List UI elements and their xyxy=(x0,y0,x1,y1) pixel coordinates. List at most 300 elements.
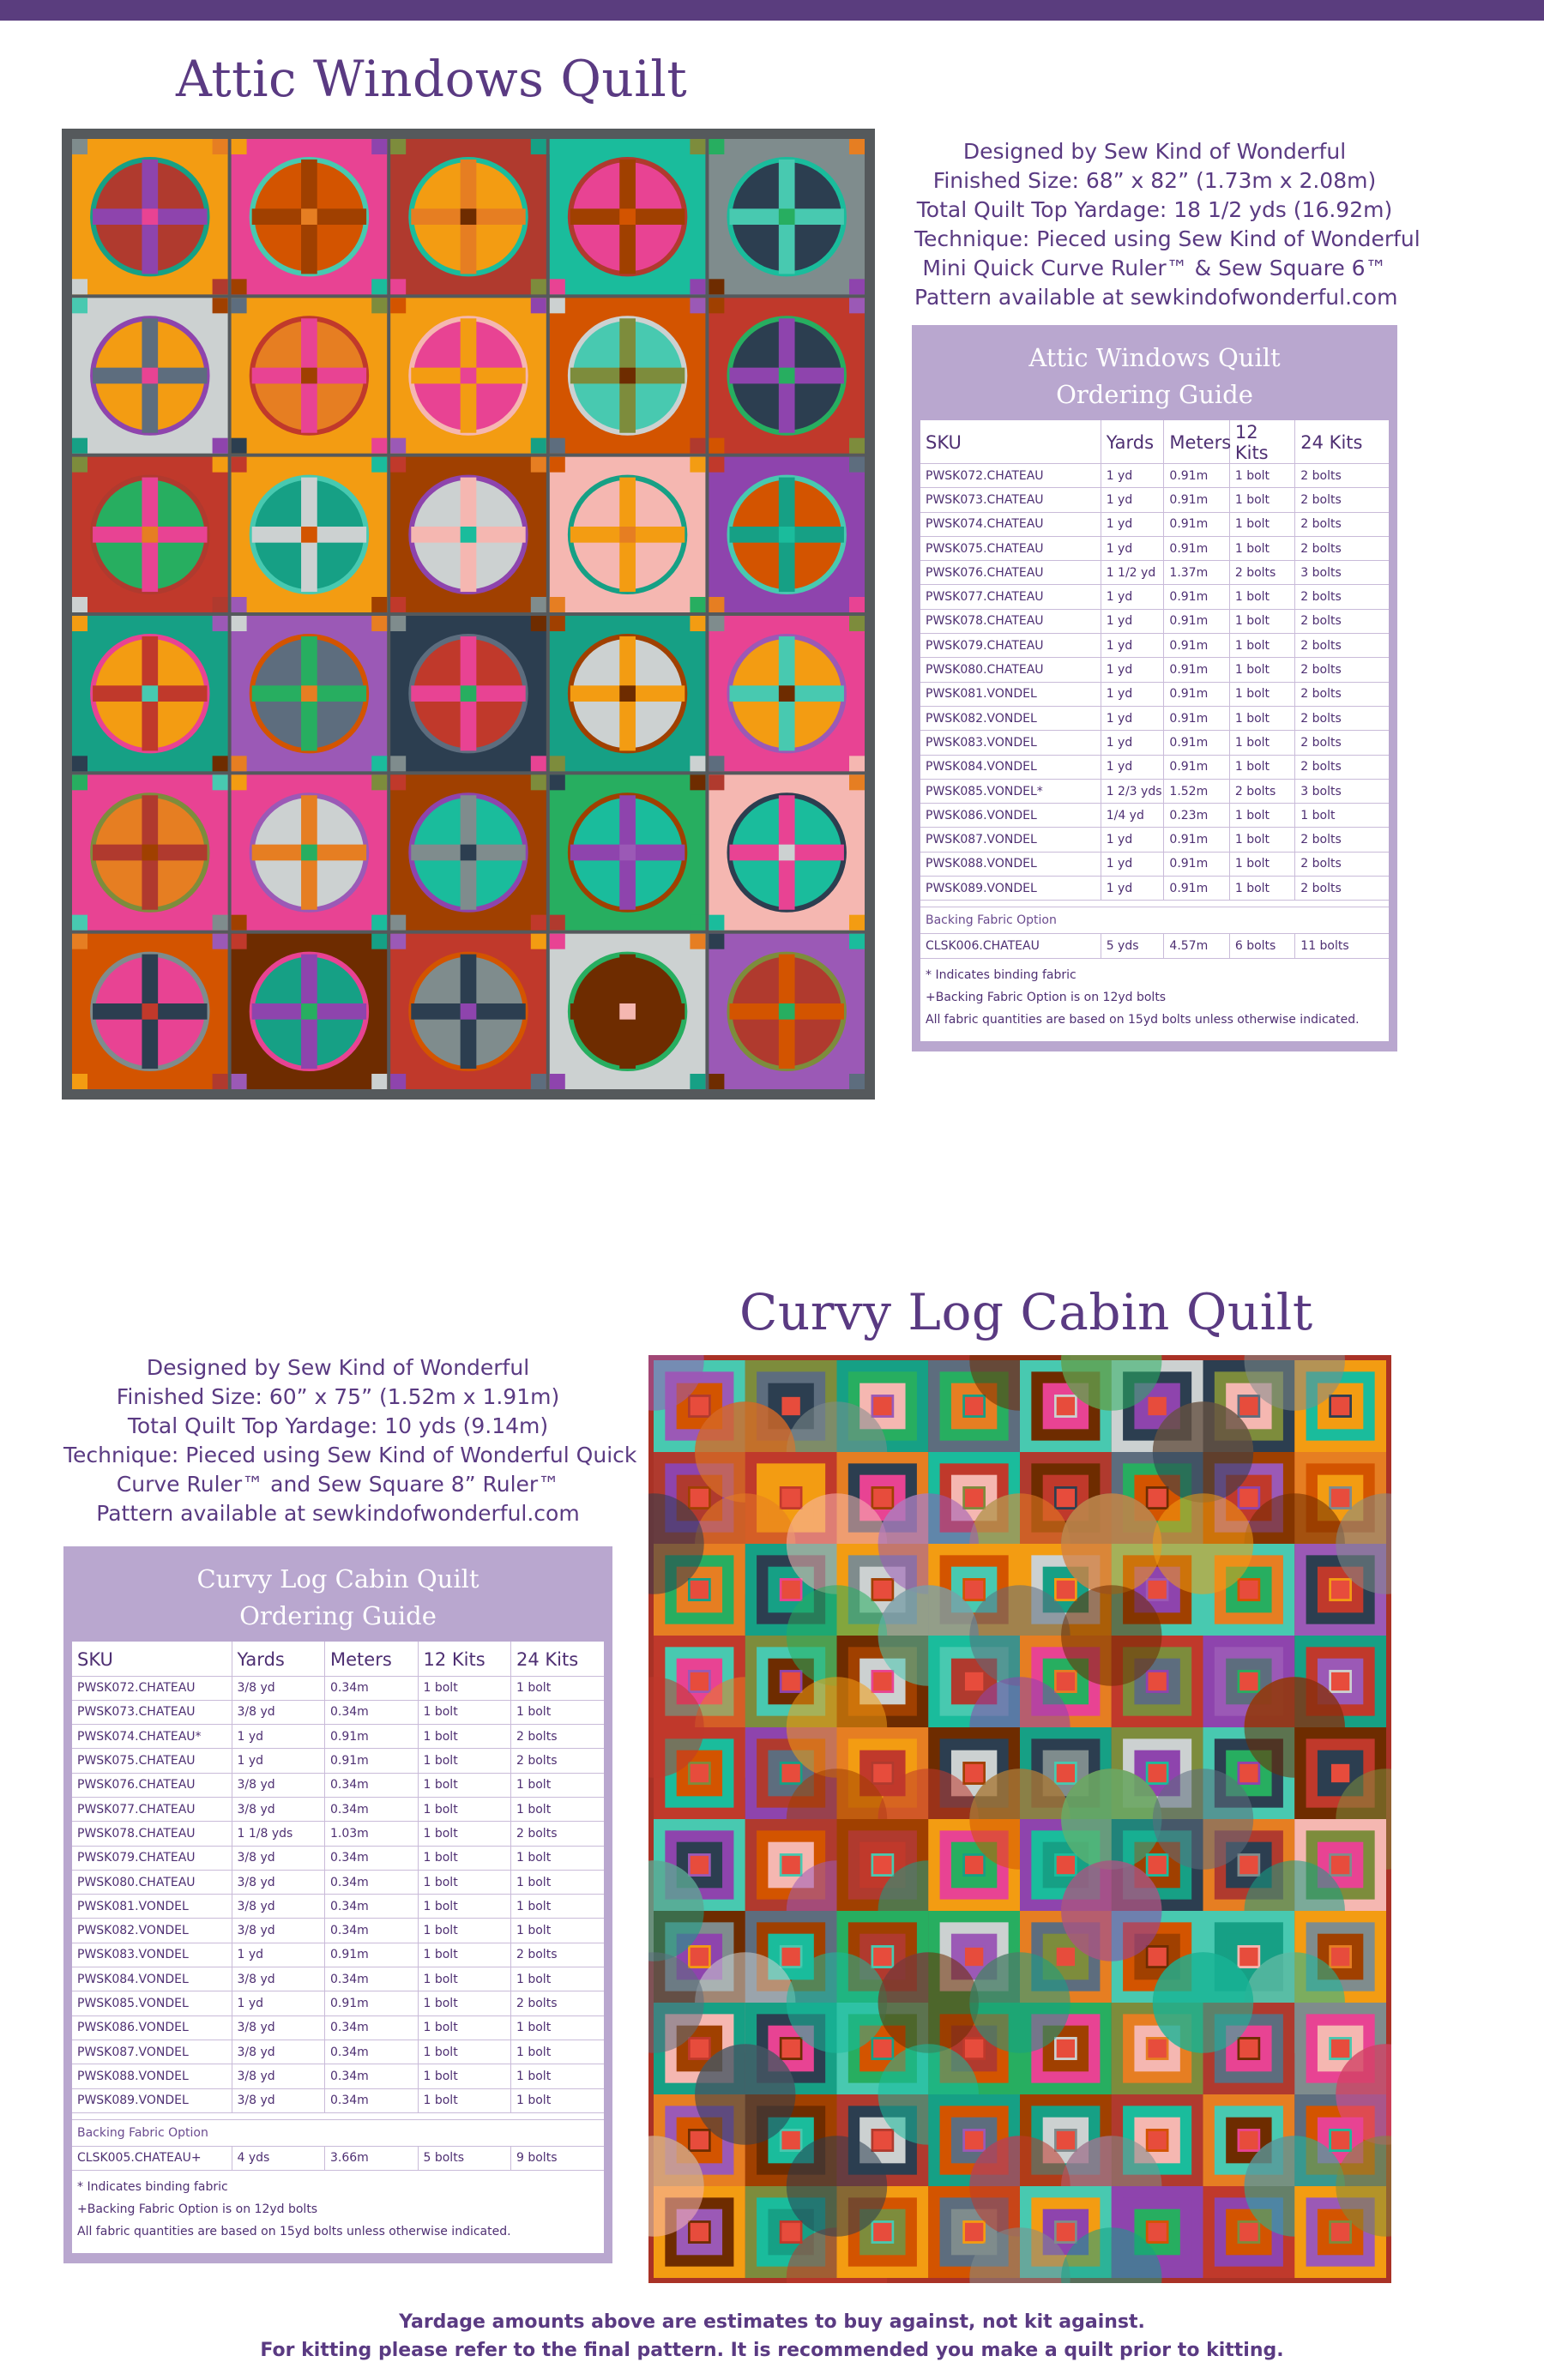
quilt-block xyxy=(390,298,546,453)
table-cell: PWSK072.CHATEAU xyxy=(920,464,1101,488)
table-cell: 2 bolts xyxy=(1295,609,1389,633)
quilt-block xyxy=(550,774,706,930)
table-cell: 1 bolt xyxy=(1229,488,1294,512)
spacer-row xyxy=(920,901,1389,907)
table-row xyxy=(920,731,1389,755)
col-header-sku: SKU xyxy=(920,420,1101,464)
table-cell: 1 bolt xyxy=(1229,828,1294,852)
table-cell: 0.34m xyxy=(325,1919,419,1943)
table-cell: 1 yd xyxy=(1101,755,1164,779)
table-cell: 2 bolts xyxy=(1295,488,1389,512)
table-cell: 0.91m xyxy=(1164,609,1229,633)
quilt-block xyxy=(72,298,228,453)
table-cell: 1 bolt xyxy=(511,1967,605,1991)
attic-info-line: Mini Quick Curve Ruler™ & Sew Square 6™ xyxy=(922,256,1387,280)
table-cell: 1 bolt xyxy=(418,1773,511,1797)
table-cell: 1 2/3 yds xyxy=(1101,779,1164,803)
table-cell: 0.91m xyxy=(325,1991,419,2015)
table-cell: CLSK006.CHATEAU xyxy=(920,934,1101,958)
table-cell: PWSK088.VONDEL xyxy=(920,852,1101,876)
table-cell: 3/8 yd xyxy=(232,2064,325,2088)
attic-info-line: Total Quilt Top Yardage: 18 1/2 yds (16.92m) xyxy=(916,197,1393,222)
quilt-block xyxy=(709,774,865,930)
table-cell: 1 1/8 yds xyxy=(232,1822,325,1846)
guide-title-line: Curvy Log Cabin Quilt xyxy=(196,1564,479,1594)
table-cell: 3/8 yd xyxy=(232,1773,325,1797)
table-cell: 0.34m xyxy=(325,1846,419,1870)
col-header-sku: SKU xyxy=(72,1642,232,1676)
table-cell: 2 bolts xyxy=(511,1991,605,2015)
table-cell: 1 bolt xyxy=(1229,658,1294,682)
note-line: All fabric quantities are based on 15yd bolts unless otherwise indicated. xyxy=(926,1012,1360,1027)
table-cell: 2 bolts xyxy=(511,1725,605,1749)
table-cell: 9 bolts xyxy=(511,2146,605,2170)
table-cell: PWSK087.VONDEL xyxy=(72,2040,232,2064)
table-cell: PWSK086.VONDEL xyxy=(72,2015,232,2040)
table-cell: 1/4 yd xyxy=(1101,804,1164,828)
table-cell: 0.91m xyxy=(325,1725,419,1749)
curvy-notes xyxy=(72,2171,604,2253)
table-cell: 1.37m xyxy=(1164,561,1229,585)
table-row xyxy=(72,1919,604,1943)
table-cell: 0.34m xyxy=(325,1967,419,1991)
table-cell: PWSK087.VONDEL xyxy=(920,828,1101,852)
table-cell: 1 1/2 yd xyxy=(1101,561,1164,585)
table-row xyxy=(920,658,1389,682)
attic-windows-quilt-image xyxy=(62,129,875,1100)
table-cell: 1 bolt xyxy=(418,1967,511,1991)
table-cell: PWSK073.CHATEAU xyxy=(72,1700,232,1724)
table-cell: PWSK085.VONDEL xyxy=(72,1991,232,2015)
col-header-24-kits: 24 Kits xyxy=(1295,420,1389,464)
quilt-block xyxy=(72,774,228,930)
table-row xyxy=(920,464,1389,488)
quilt-block xyxy=(550,298,706,453)
curvy-info-line: Curve Ruler™ and Sew Square 8” Ruler™ xyxy=(116,1472,560,1497)
curvy-info-line: Finished Size: 60” x 75” (1.52m x 1.91m) xyxy=(116,1384,560,1409)
curvy-log-cabin-quilt-image xyxy=(648,1355,1391,2283)
table-row xyxy=(920,634,1389,658)
table-cell: PWSK076.CHATEAU xyxy=(72,1773,232,1797)
table-row xyxy=(920,561,1389,585)
table-cell: 1 bolt xyxy=(1229,755,1294,779)
attic-info xyxy=(914,137,1420,312)
table-cell: 2 bolts xyxy=(1295,731,1389,755)
table-cell: 2 bolts xyxy=(1295,755,1389,779)
table-cell: 3/8 yd xyxy=(232,1797,325,1821)
table-cell: PWSK076.CHATEAU xyxy=(920,561,1101,585)
quilt-block xyxy=(390,934,546,1089)
table-row xyxy=(72,1895,604,1919)
table-cell: 1 bolt xyxy=(1229,877,1294,901)
table-cell: 1 yd xyxy=(1101,877,1164,901)
table-row xyxy=(72,2040,604,2064)
table-cell: 1 bolt xyxy=(418,1870,511,1894)
curvy-guide-title xyxy=(72,1556,604,1642)
table-cell: 1 yd xyxy=(1101,852,1164,876)
table-cell: 1 bolt xyxy=(418,1700,511,1724)
table-row xyxy=(920,877,1389,901)
table-cell: 0.91m xyxy=(1164,731,1229,755)
table-cell: 1.03m xyxy=(325,1822,419,1846)
table-row xyxy=(72,1846,604,1870)
table-cell: 3/8 yd xyxy=(232,1870,325,1894)
table-cell: 1.52m xyxy=(1164,779,1229,803)
table-row xyxy=(72,1822,604,1846)
table-cell: 1 bolt xyxy=(418,1797,511,1821)
table-cell: 1 bolt xyxy=(1229,682,1294,706)
table-cell: 1 yd xyxy=(1101,682,1164,706)
table-cell: 0.91m xyxy=(1164,658,1229,682)
table-cell: PWSK072.CHATEAU xyxy=(72,1676,232,1700)
table-cell: PWSK075.CHATEAU xyxy=(920,536,1101,560)
table-cell: 1 yd xyxy=(1101,609,1164,633)
table-row xyxy=(920,755,1389,779)
quilt-block xyxy=(709,139,865,294)
col-header-12-kits: 12 Kits xyxy=(418,1642,511,1676)
table-cell: 0.34m xyxy=(325,2040,419,2064)
table-cell: PWSK075.CHATEAU xyxy=(72,1749,232,1773)
table-cell: 2 bolts xyxy=(1295,852,1389,876)
table-cell: 0.91m xyxy=(1164,828,1229,852)
table-cell: 1 bolt xyxy=(511,2015,605,2040)
table-cell: 1 yd xyxy=(1101,512,1164,536)
backing-row xyxy=(920,934,1389,958)
table-cell: 3 bolts xyxy=(1295,779,1389,803)
table-cell: 3/8 yd xyxy=(232,1676,325,1700)
table-cell: 1 yd xyxy=(1101,536,1164,560)
table-cell: 0.91m xyxy=(1164,852,1229,876)
table-row xyxy=(72,1943,604,1967)
table-cell: 0.91m xyxy=(1164,682,1229,706)
table-cell: 1 yd xyxy=(232,1749,325,1773)
col-header-24-kits: 24 Kits xyxy=(511,1642,605,1676)
top-brand-bar xyxy=(0,0,1544,21)
quilt-block xyxy=(390,457,546,612)
table-row xyxy=(72,1725,604,1749)
table-cell: 1 bolt xyxy=(511,1773,605,1797)
table-cell: 1 yd xyxy=(232,1943,325,1967)
table-cell: 0.34m xyxy=(325,1676,419,1700)
table-cell: 2 bolts xyxy=(1295,634,1389,658)
table-cell: 2 bolts xyxy=(1295,682,1389,706)
table-cell: PWSK074.CHATEAU* xyxy=(72,1725,232,1749)
table-cell: 2 bolts xyxy=(1229,561,1294,585)
backing-label-row xyxy=(72,2119,604,2146)
table-cell: 1 bolt xyxy=(1295,804,1389,828)
table-cell: 1 bolt xyxy=(418,1943,511,1967)
table-cell: 0.91m xyxy=(1164,536,1229,560)
table-cell: 1 bolt xyxy=(418,1991,511,2015)
table-cell: PWSK078.CHATEAU xyxy=(72,1822,232,1846)
table-cell: 3 bolts xyxy=(1295,561,1389,585)
table-row xyxy=(72,1991,604,2015)
curvy-info-line: Technique: Pieced using Sew Kind of Wonderful Quick xyxy=(63,1443,637,1467)
table-cell: 1 bolt xyxy=(511,2040,605,2064)
quilt-block xyxy=(390,139,546,294)
quilt-block xyxy=(709,934,865,1089)
quilt-block xyxy=(709,298,865,453)
table-cell: 2 bolts xyxy=(1295,828,1389,852)
table-cell: 1 bolt xyxy=(511,1895,605,1919)
col-header-12-kits: 12 Kits xyxy=(1229,420,1294,464)
attic-ordering-table xyxy=(920,420,1389,959)
table-cell: 1 bolt xyxy=(418,1895,511,1919)
table-cell: PWSK073.CHATEAU xyxy=(920,488,1101,512)
table-cell: 3/8 yd xyxy=(232,1700,325,1724)
table-cell: 1 bolt xyxy=(1229,536,1294,560)
table-row xyxy=(920,488,1389,512)
table-cell: 0.91m xyxy=(325,1943,419,1967)
attic-ordering-guide xyxy=(912,325,1397,1051)
table-cell: 2 bolts xyxy=(1295,536,1389,560)
backing-label: Backing Fabric Option xyxy=(920,907,1389,934)
table-cell: 1 bolt xyxy=(511,1870,605,1894)
table-row xyxy=(920,536,1389,560)
quilt-block xyxy=(550,934,706,1089)
table-cell: 3/8 yd xyxy=(232,2015,325,2040)
table-cell: 0.34m xyxy=(325,1895,419,1919)
table-cell: 3.66m xyxy=(325,2146,419,2170)
table-cell: PWSK083.VONDEL xyxy=(72,1943,232,1967)
attic-notes xyxy=(920,959,1389,1041)
table-cell: 1 bolt xyxy=(511,2064,605,2088)
table-row xyxy=(72,1870,604,1894)
table-row xyxy=(920,706,1389,730)
quilt-block xyxy=(550,457,706,612)
table-cell: 0.34m xyxy=(325,2064,419,2088)
footer-line: For kitting please refer to the final pattern. It is recommended you make a quilt prior to kitting. xyxy=(260,2340,1284,2361)
table-cell: 0.91m xyxy=(325,1749,419,1773)
guide-title-line: Ordering Guide xyxy=(1056,380,1253,409)
table-cell: 1 bolt xyxy=(1229,852,1294,876)
note-line: +Backing Fabric Option is on 12yd bolts xyxy=(926,990,1167,1004)
table-cell: PWSK083.VONDEL xyxy=(920,731,1101,755)
table-cell: PWSK077.CHATEAU xyxy=(72,1797,232,1821)
quilt-block xyxy=(390,616,546,771)
table-cell: PWSK080.CHATEAU xyxy=(920,658,1101,682)
table-row xyxy=(920,779,1389,803)
attic-info-line: Designed by Sew Kind of Wonderful xyxy=(962,139,1347,164)
note-line: +Backing Fabric Option is on 12yd bolts xyxy=(77,2202,318,2217)
curvy-info xyxy=(63,1353,637,1528)
table-cell: 0.91m xyxy=(1164,512,1229,536)
quilt-block xyxy=(232,298,388,453)
table-cell: 1 bolt xyxy=(418,1846,511,1870)
quilt-block xyxy=(72,457,228,612)
table-cell: 0.91m xyxy=(1164,634,1229,658)
table-cell: 1 bolt xyxy=(1229,512,1294,536)
table-cell: 5 yds xyxy=(1101,934,1164,958)
table-cell: 1 yd xyxy=(232,1725,325,1749)
backing-row xyxy=(72,2146,604,2170)
table-cell: PWSK085.VONDEL* xyxy=(920,779,1101,803)
quilt-block xyxy=(232,457,388,612)
table-cell: 2 bolts xyxy=(1295,464,1389,488)
table-cell: 1 bolt xyxy=(418,1822,511,1846)
table-cell: 1 bolt xyxy=(418,2064,511,2088)
table-cell: 2 bolts xyxy=(1295,706,1389,730)
table-cell: 2 bolts xyxy=(511,1822,605,1846)
table-cell: 2 bolts xyxy=(1295,658,1389,682)
table-cell: 2 bolts xyxy=(1295,877,1389,901)
table-cell: 1 bolt xyxy=(511,1919,605,1943)
curvy-info-line: Total Quilt Top Yardage: 10 yds (9.14m) xyxy=(127,1413,549,1438)
table-cell: 2 bolts xyxy=(511,1749,605,1773)
table-cell: 2 bolts xyxy=(1229,779,1294,803)
guide-title-line: Attic Windows Quilt xyxy=(1028,343,1281,372)
attic-guide-title xyxy=(920,334,1389,420)
attic-title: Attic Windows Quilt xyxy=(176,50,688,108)
col-header-yards: Yards xyxy=(232,1642,325,1676)
table-cell: 1 bolt xyxy=(1229,804,1294,828)
table-cell: 5 bolts xyxy=(418,2146,511,2170)
col-header-meters: Meters xyxy=(325,1642,419,1676)
quilt-block xyxy=(550,616,706,771)
table-cell: 1 bolt xyxy=(1229,731,1294,755)
note-line: All fabric quantities are based on 15yd bolts unless otherwise indicated. xyxy=(77,2225,511,2239)
table-cell: PWSK080.CHATEAU xyxy=(72,1870,232,1894)
table-cell: 1 bolt xyxy=(511,1797,605,1821)
table-cell: 0.34m xyxy=(325,2088,419,2112)
table-cell: PWSK074.CHATEAU xyxy=(920,512,1101,536)
table-row xyxy=(72,1967,604,1991)
spacer-row xyxy=(72,2112,604,2119)
quilt-block xyxy=(232,139,388,294)
table-row xyxy=(920,512,1389,536)
table-cell: 2 bolts xyxy=(1295,585,1389,609)
backing-label: Backing Fabric Option xyxy=(72,2119,604,2146)
curvy-title: Curvy Log Cabin Quilt xyxy=(739,1283,1313,1341)
table-cell: PWSK079.CHATEAU xyxy=(920,634,1101,658)
table-row xyxy=(72,1676,604,1700)
quilt-block xyxy=(709,457,865,612)
table-cell: 1 bolt xyxy=(1229,634,1294,658)
table-cell: 0.91m xyxy=(1164,464,1229,488)
table-row xyxy=(72,2088,604,2112)
note-line: * Indicates binding fabric xyxy=(926,967,1077,982)
curvy-ordering-guide xyxy=(63,1546,612,2263)
table-cell: PWSK081.VONDEL xyxy=(72,1895,232,1919)
table-cell: 1 yd xyxy=(1101,658,1164,682)
attic-info-line: Technique: Pieced using Sew Kind of Wonderful xyxy=(914,226,1420,251)
table-cell: 1 yd xyxy=(1101,828,1164,852)
table-cell: 0.34m xyxy=(325,2015,419,2040)
table-cell: PWSK078.CHATEAU xyxy=(920,609,1101,633)
table-cell: 1 bolt xyxy=(418,2088,511,2112)
table-cell: 0.34m xyxy=(325,1773,419,1797)
table-cell: 1 bolt xyxy=(1229,609,1294,633)
table-cell: 1 yd xyxy=(232,1991,325,2015)
table-row xyxy=(72,1773,604,1797)
table-cell: PWSK081.VONDEL xyxy=(920,682,1101,706)
table-cell: 1 yd xyxy=(1101,634,1164,658)
table-cell: PWSK079.CHATEAU xyxy=(72,1846,232,1870)
quilt-block xyxy=(390,774,546,930)
quilt-block xyxy=(72,616,228,771)
table-cell: PWSK077.CHATEAU xyxy=(920,585,1101,609)
table-cell: PWSK082.VONDEL xyxy=(920,706,1101,730)
table-row xyxy=(72,2064,604,2088)
table-cell: 2 bolts xyxy=(511,1943,605,1967)
table-cell: PWSK084.VONDEL xyxy=(920,755,1101,779)
curvy-info-line: Pattern available at sewkindofwonderful.com xyxy=(96,1501,580,1526)
curvy-ordering-table xyxy=(72,1642,604,2171)
table-cell: PWSK088.VONDEL xyxy=(72,2064,232,2088)
table-cell: PWSK084.VONDEL xyxy=(72,1967,232,1991)
table-cell: 3/8 yd xyxy=(232,1846,325,1870)
quilt-block xyxy=(232,934,388,1089)
table-cell: 1 bolt xyxy=(511,2088,605,2112)
table-cell: 0.91m xyxy=(1164,877,1229,901)
quilt-block xyxy=(232,616,388,771)
table-cell: 1 bolt xyxy=(418,2040,511,2064)
attic-info-line: Pattern available at sewkindofwonderful.com xyxy=(914,285,1398,310)
table-row xyxy=(920,852,1389,876)
table-cell: 3/8 yd xyxy=(232,2088,325,2112)
col-header-meters: Meters xyxy=(1164,420,1229,464)
table-cell: 2 bolts xyxy=(1295,512,1389,536)
table-row xyxy=(920,609,1389,633)
table-cell: 0.23m xyxy=(1164,804,1229,828)
table-cell: 0.34m xyxy=(325,1700,419,1724)
table-cell: 4 yds xyxy=(232,2146,325,2170)
footer-note xyxy=(0,2308,1544,2365)
table-row xyxy=(72,1797,604,1821)
table-cell: 1 bolt xyxy=(511,1676,605,1700)
table-cell: PWSK082.VONDEL xyxy=(72,1919,232,1943)
table-cell: 11 bolts xyxy=(1295,934,1389,958)
table-cell: 1 bolt xyxy=(418,2015,511,2040)
table-row xyxy=(72,2015,604,2040)
quilt-block xyxy=(72,934,228,1089)
table-cell: 1 bolt xyxy=(1229,464,1294,488)
col-header-yards: Yards xyxy=(1101,420,1164,464)
table-cell: PWSK089.VONDEL xyxy=(920,877,1101,901)
footer-line: Yardage amounts above are estimates to buy against, not kit against. xyxy=(399,2311,1145,2333)
quilt-block xyxy=(72,139,228,294)
table-cell: 1 bolt xyxy=(418,1749,511,1773)
table-cell: 1 yd xyxy=(1101,488,1164,512)
quilt-block xyxy=(232,774,388,930)
backing-label-row xyxy=(920,907,1389,934)
guide-title-line: Ordering Guide xyxy=(239,1601,437,1630)
note-line: * Indicates binding fabric xyxy=(77,2180,228,2195)
quilt-block xyxy=(709,616,865,771)
table-cell: 1 yd xyxy=(1101,585,1164,609)
table-cell: 6 bolts xyxy=(1229,934,1294,958)
quilt-block xyxy=(550,139,706,294)
table-row xyxy=(72,1749,604,1773)
table-cell: 0.91m xyxy=(1164,488,1229,512)
table-cell: 0.91m xyxy=(1164,755,1229,779)
table-row xyxy=(920,585,1389,609)
table-cell: 3/8 yd xyxy=(232,2040,325,2064)
curvy-info-line: Designed by Sew Kind of Wonderful xyxy=(146,1355,530,1380)
table-cell: 1 bolt xyxy=(511,1700,605,1724)
table-cell: 0.91m xyxy=(1164,706,1229,730)
table-cell: 0.34m xyxy=(325,1870,419,1894)
table-cell: 1 bolt xyxy=(1229,706,1294,730)
table-cell: 1 yd xyxy=(1101,464,1164,488)
table-cell: 3/8 yd xyxy=(232,1895,325,1919)
table-cell: 0.34m xyxy=(325,1797,419,1821)
table-cell: 1 bolt xyxy=(1229,585,1294,609)
table-row xyxy=(72,1700,604,1724)
table-cell: 1 bolt xyxy=(418,1919,511,1943)
table-cell: 1 yd xyxy=(1101,706,1164,730)
table-cell: 0.91m xyxy=(1164,585,1229,609)
